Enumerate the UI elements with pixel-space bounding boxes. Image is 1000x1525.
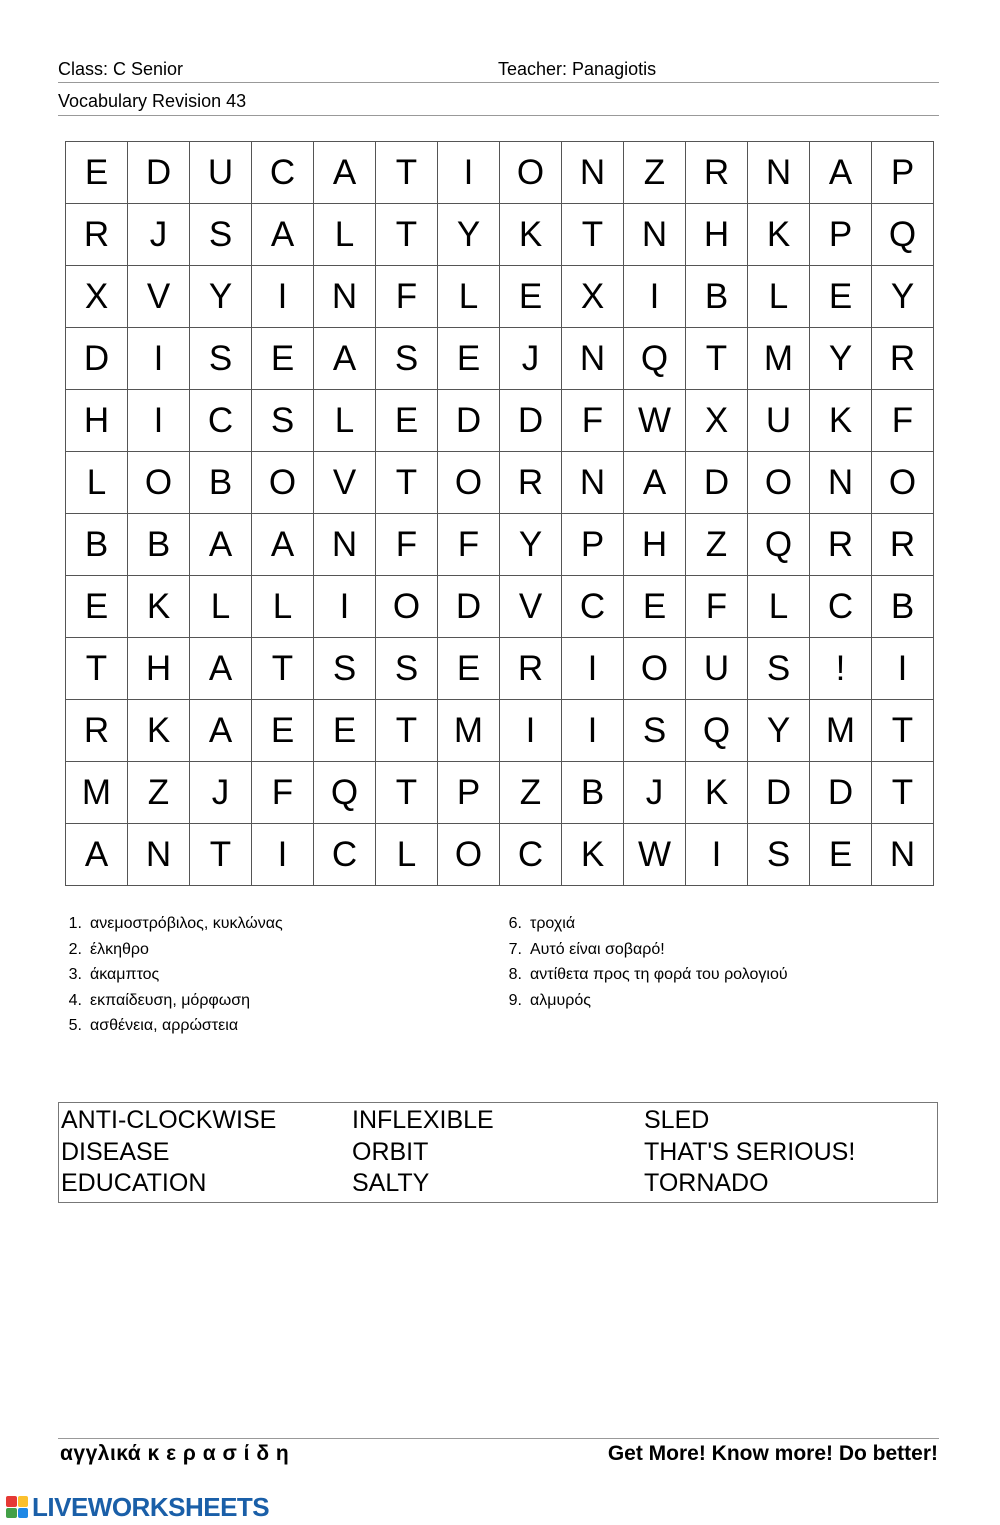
- grid-cell[interactable]: N: [624, 204, 686, 266]
- grid-cell[interactable]: N: [562, 142, 624, 204]
- clue-number: 7.: [508, 940, 522, 958]
- grid-cell[interactable]: E: [252, 328, 314, 390]
- grid-cell[interactable]: U: [748, 390, 810, 452]
- grid-cell[interactable]: N: [872, 824, 934, 886]
- grid-cell[interactable]: B: [66, 514, 128, 576]
- logo-square: [6, 1508, 17, 1519]
- grid-cell[interactable]: D: [128, 142, 190, 204]
- grid-row: [66, 700, 934, 762]
- grid-cell[interactable]: H: [624, 514, 686, 576]
- grid-cell[interactable]: O: [252, 452, 314, 514]
- grid-cell[interactable]: A: [252, 204, 314, 266]
- grid-cell[interactable]: E: [438, 328, 500, 390]
- grid-cell[interactable]: Q: [748, 514, 810, 576]
- word-bank-item: DISEASE: [61, 1137, 170, 1166]
- grid-cell[interactable]: I: [686, 824, 748, 886]
- grid-cell[interactable]: R: [500, 638, 562, 700]
- grid-cell[interactable]: R: [686, 142, 748, 204]
- grid-cell[interactable]: A: [190, 638, 252, 700]
- class-label: Class: C Senior: [58, 59, 184, 79]
- grid-cell[interactable]: K: [748, 204, 810, 266]
- footer-left-text: αγγλικά κ ε ρ α σ ί δ η: [60, 1442, 290, 1465]
- grid-row: [66, 762, 934, 824]
- grid-cell[interactable]: A: [66, 824, 128, 886]
- grid-cell[interactable]: B: [190, 452, 252, 514]
- grid-cell[interactable]: A: [190, 514, 252, 576]
- grid-cell[interactable]: E: [500, 266, 562, 328]
- grid-cell[interactable]: T: [686, 328, 748, 390]
- clue-text: τροχιά: [530, 915, 576, 932]
- header-row-1: [58, 58, 939, 83]
- logo-square: [18, 1508, 29, 1519]
- clue-text: έλκηθρο: [90, 940, 149, 958]
- grid-cell[interactable]: I: [252, 266, 314, 328]
- grid-cell[interactable]: B: [686, 266, 748, 328]
- grid-cell[interactable]: A: [624, 452, 686, 514]
- grid-cell[interactable]: I: [624, 266, 686, 328]
- grid-row: [66, 204, 934, 266]
- grid-cell[interactable]: V: [128, 266, 190, 328]
- grid-cell[interactable]: L: [314, 390, 376, 452]
- grid-cell[interactable]: P: [438, 762, 500, 824]
- grid-cell[interactable]: R: [872, 328, 934, 390]
- footer-slogan: Get More! Know more! Do better!: [607, 1442, 938, 1465]
- grid-cell[interactable]: F: [376, 514, 438, 576]
- worksheet-title: Vocabulary Revision 43: [58, 91, 247, 111]
- grid-cell[interactable]: L: [748, 266, 810, 328]
- clue-text: ανεμοστρόβιλος, κυκλώνας: [90, 915, 283, 932]
- grid-cell[interactable]: I: [314, 576, 376, 638]
- grid-row: [66, 390, 934, 452]
- grid-cell[interactable]: J: [624, 762, 686, 824]
- grid-cell[interactable]: Y: [500, 514, 562, 576]
- grid-cell[interactable]: K: [128, 700, 190, 762]
- clue-number: 1.: [68, 915, 82, 932]
- grid-cell[interactable]: S: [376, 638, 438, 700]
- grid-cell[interactable]: !: [810, 638, 872, 700]
- grid-cell[interactable]: C: [562, 576, 624, 638]
- grid-cell[interactable]: R: [872, 514, 934, 576]
- clue-text: Αυτό είναι σοβαρό!: [530, 940, 665, 958]
- grid-cell[interactable]: F: [438, 514, 500, 576]
- grid-row: [66, 142, 934, 204]
- grid-cell[interactable]: S: [748, 824, 810, 886]
- logo-square: [6, 1496, 17, 1507]
- clue-text: αντίθετα προς τη φορά του ρολογιού: [530, 966, 788, 983]
- word-bank: [58, 1102, 938, 1203]
- grid-cell[interactable]: E: [252, 700, 314, 762]
- grid-cell[interactable]: W: [624, 390, 686, 452]
- grid-cell[interactable]: E: [438, 638, 500, 700]
- grid-cell[interactable]: A: [314, 142, 376, 204]
- logo-square: [18, 1496, 29, 1507]
- clue-number: 2.: [68, 940, 82, 958]
- grid-cell[interactable]: D: [438, 390, 500, 452]
- clue-number: 3.: [68, 966, 82, 983]
- grid-cell[interactable]: X: [562, 266, 624, 328]
- grid-cell[interactable]: N: [314, 266, 376, 328]
- grid-row: [66, 452, 934, 514]
- grid-cell[interactable]: A: [314, 328, 376, 390]
- grid-cell[interactable]: D: [686, 452, 748, 514]
- brand-name: LIVEWORKSHEETS: [32, 1491, 270, 1522]
- grid-cell[interactable]: K: [810, 390, 872, 452]
- grid-cell[interactable]: O: [872, 452, 934, 514]
- grid-cell[interactable]: O: [438, 824, 500, 886]
- grid-cell[interactable]: S: [748, 638, 810, 700]
- grid-cell[interactable]: Q: [624, 328, 686, 390]
- grid-cell[interactable]: D: [438, 576, 500, 638]
- grid-cell[interactable]: N: [128, 824, 190, 886]
- grid-cell[interactable]: B: [872, 576, 934, 638]
- grid-cell[interactable]: I: [438, 142, 500, 204]
- grid-cell[interactable]: K: [128, 576, 190, 638]
- grid-cell[interactable]: Z: [624, 142, 686, 204]
- clue-item: [60, 988, 283, 1014]
- grid-cell[interactable]: N: [748, 142, 810, 204]
- grid-cell[interactable]: J: [500, 328, 562, 390]
- grid-cell[interactable]: I: [252, 824, 314, 886]
- grid-cell[interactable]: C: [500, 824, 562, 886]
- grid-cell[interactable]: P: [562, 514, 624, 576]
- word-bank-item: SALTY: [352, 1169, 430, 1197]
- grid-cell[interactable]: I: [128, 328, 190, 390]
- grid-cell[interactable]: T: [872, 700, 934, 762]
- grid-row: [66, 514, 934, 576]
- grid-cell[interactable]: B: [128, 514, 190, 576]
- grid-cell[interactable]: N: [562, 452, 624, 514]
- grid-cell[interactable]: V: [500, 576, 562, 638]
- clue-item: [60, 937, 283, 963]
- grid-cell[interactable]: D: [500, 390, 562, 452]
- grid-cell[interactable]: E: [376, 390, 438, 452]
- grid-cell[interactable]: U: [686, 638, 748, 700]
- grid-cell[interactable]: K: [686, 762, 748, 824]
- grid-cell[interactable]: M: [66, 762, 128, 824]
- grid-cell[interactable]: S: [190, 204, 252, 266]
- grid-cell[interactable]: I: [872, 638, 934, 700]
- word-bank-item: EDUCATION: [61, 1169, 207, 1197]
- grid-cell[interactable]: Y: [438, 204, 500, 266]
- grid-cell[interactable]: Q: [872, 204, 934, 266]
- grid-cell[interactable]: Z: [500, 762, 562, 824]
- grid-cell[interactable]: Y: [748, 700, 810, 762]
- grid-cell[interactable]: I: [500, 700, 562, 762]
- grid-cell[interactable]: F: [872, 390, 934, 452]
- grid-cell[interactable]: D: [748, 762, 810, 824]
- grid-cell[interactable]: B: [562, 762, 624, 824]
- grid-cell[interactable]: K: [500, 204, 562, 266]
- grid-cell[interactable]: L: [376, 824, 438, 886]
- grid-cell[interactable]: N: [314, 514, 376, 576]
- word-bank-item: ORBIT: [352, 1137, 429, 1166]
- clue-list-right: [500, 911, 788, 1013]
- grid-cell[interactable]: R: [66, 204, 128, 266]
- grid-cell[interactable]: S: [376, 328, 438, 390]
- word-bank-column-3: [644, 1105, 855, 1200]
- grid-cell[interactable]: T: [872, 762, 934, 824]
- grid-cell[interactable]: Y: [190, 266, 252, 328]
- grid-cell[interactable]: R: [810, 514, 872, 576]
- word-bank-column-1: [61, 1105, 276, 1200]
- clue-number: 8.: [508, 966, 522, 983]
- grid-cell[interactable]: A: [190, 700, 252, 762]
- clue-number: 6.: [508, 915, 522, 932]
- grid-cell[interactable]: N: [562, 328, 624, 390]
- word-bank-column-2: [352, 1105, 494, 1200]
- grid-cell[interactable]: F: [686, 576, 748, 638]
- clue-number: 9.: [508, 991, 522, 1009]
- grid-cell[interactable]: T: [376, 204, 438, 266]
- grid-cell[interactable]: D: [810, 762, 872, 824]
- grid-cell[interactable]: T: [252, 638, 314, 700]
- grid-cell[interactable]: T: [376, 452, 438, 514]
- grid-cell[interactable]: T: [376, 700, 438, 762]
- grid-cell[interactable]: J: [190, 762, 252, 824]
- grid-cell[interactable]: L: [438, 266, 500, 328]
- grid-cell[interactable]: C: [314, 824, 376, 886]
- clue-item: [60, 1013, 283, 1039]
- grid-cell[interactable]: Y: [810, 328, 872, 390]
- grid-cell[interactable]: S: [314, 638, 376, 700]
- grid-row: [66, 266, 934, 328]
- grid-cell[interactable]: X: [66, 266, 128, 328]
- clue-text: εκπαίδευση, μόρφωση: [90, 991, 251, 1009]
- clue-item: [60, 962, 283, 988]
- grid-cell[interactable]: F: [562, 390, 624, 452]
- grid-cell[interactable]: H: [128, 638, 190, 700]
- word-search-grid: [65, 141, 934, 886]
- grid-cell[interactable]: L: [190, 576, 252, 638]
- grid-cell[interactable]: L: [314, 204, 376, 266]
- grid-cell[interactable]: T: [562, 204, 624, 266]
- clue-item: [500, 937, 788, 963]
- grid-row: [66, 638, 934, 700]
- grid-cell[interactable]: F: [376, 266, 438, 328]
- grid-cell[interactable]: O: [376, 576, 438, 638]
- grid-cell[interactable]: S: [252, 390, 314, 452]
- grid-cell[interactable]: L: [252, 576, 314, 638]
- grid-cell[interactable]: T: [66, 638, 128, 700]
- grid-cell[interactable]: T: [376, 142, 438, 204]
- grid-cell[interactable]: M: [748, 328, 810, 390]
- grid-cell[interactable]: X: [686, 390, 748, 452]
- word-bank-item: SLED: [644, 1106, 710, 1134]
- grid-cell[interactable]: S: [190, 328, 252, 390]
- clue-number: 5.: [68, 1017, 82, 1034]
- grid-cell[interactable]: R: [500, 452, 562, 514]
- grid-cell[interactable]: L: [748, 576, 810, 638]
- grid-cell[interactable]: O: [500, 142, 562, 204]
- grid-cell[interactable]: A: [252, 514, 314, 576]
- grid-cell[interactable]: M: [810, 700, 872, 762]
- grid-cell[interactable]: E: [66, 142, 128, 204]
- grid-cell[interactable]: O: [624, 638, 686, 700]
- header-row-2: [58, 90, 939, 116]
- grid-cell[interactable]: Z: [686, 514, 748, 576]
- grid-cell[interactable]: E: [810, 824, 872, 886]
- grid-cell[interactable]: D: [66, 328, 128, 390]
- grid-cell[interactable]: K: [562, 824, 624, 886]
- grid-cell[interactable]: C: [810, 576, 872, 638]
- clue-text: αλμυρός: [530, 991, 591, 1009]
- grid-cell[interactable]: A: [810, 142, 872, 204]
- grid-cell[interactable]: T: [376, 762, 438, 824]
- grid-cell[interactable]: S: [624, 700, 686, 762]
- grid-cell[interactable]: L: [66, 452, 128, 514]
- grid-cell[interactable]: H: [686, 204, 748, 266]
- clue-item: [500, 988, 788, 1014]
- grid-cell[interactable]: F: [252, 762, 314, 824]
- clue-item: [500, 911, 788, 937]
- grid-cell[interactable]: I: [562, 700, 624, 762]
- grid-cell[interactable]: R: [66, 700, 128, 762]
- grid-cell[interactable]: U: [190, 142, 252, 204]
- clue-item: [60, 911, 283, 937]
- grid-row: [66, 328, 934, 390]
- clue-list-left: [60, 911, 283, 1039]
- grid-cell[interactable]: Q: [314, 762, 376, 824]
- word-bank-item: THAT'S SERIOUS!: [644, 1137, 856, 1166]
- grid-cell[interactable]: O: [748, 452, 810, 514]
- grid-cell[interactable]: Y: [872, 266, 934, 328]
- clue-text: άκαμπτος: [90, 966, 160, 983]
- grid-cell[interactable]: J: [128, 204, 190, 266]
- word-bank-item: INFLEXIBLE: [352, 1106, 494, 1134]
- grid-cell[interactable]: P: [810, 204, 872, 266]
- grid-cell[interactable]: M: [438, 700, 500, 762]
- liveworksheets-brand[interactable]: [6, 1492, 269, 1522]
- grid-cell[interactable]: Z: [128, 762, 190, 824]
- grid-row: [66, 824, 934, 886]
- teacher-label: Teacher: Panagiotis: [498, 59, 657, 79]
- footer-divider: [58, 1438, 939, 1439]
- grid-cell[interactable]: E: [624, 576, 686, 638]
- grid-cell[interactable]: V: [314, 452, 376, 514]
- clue-text: ασθένεια, αρρώστεια: [90, 1017, 239, 1034]
- grid-cell[interactable]: W: [624, 824, 686, 886]
- clue-item: [500, 962, 788, 988]
- grid-cell[interactable]: E: [314, 700, 376, 762]
- grid-cell[interactable]: E: [66, 576, 128, 638]
- grid-cell[interactable]: N: [810, 452, 872, 514]
- clue-number: 4.: [68, 991, 82, 1009]
- grid-cell[interactable]: T: [190, 824, 252, 886]
- word-bank-item: TORNADO: [644, 1169, 769, 1197]
- grid-cell[interactable]: I: [562, 638, 624, 700]
- grid-cell[interactable]: P: [872, 142, 934, 204]
- grid-cell[interactable]: E: [810, 266, 872, 328]
- grid-cell[interactable]: H: [66, 390, 128, 452]
- grid-cell[interactable]: I: [128, 390, 190, 452]
- grid-cell[interactable]: O: [438, 452, 500, 514]
- grid-cell[interactable]: O: [128, 452, 190, 514]
- grid-row: [66, 576, 934, 638]
- word-bank-item: ANTI-CLOCKWISE: [61, 1106, 277, 1134]
- grid-cell[interactable]: C: [252, 142, 314, 204]
- grid-cell[interactable]: C: [190, 390, 252, 452]
- liveworksheets-logo-icon: [6, 1496, 28, 1518]
- grid-cell[interactable]: Q: [686, 700, 748, 762]
